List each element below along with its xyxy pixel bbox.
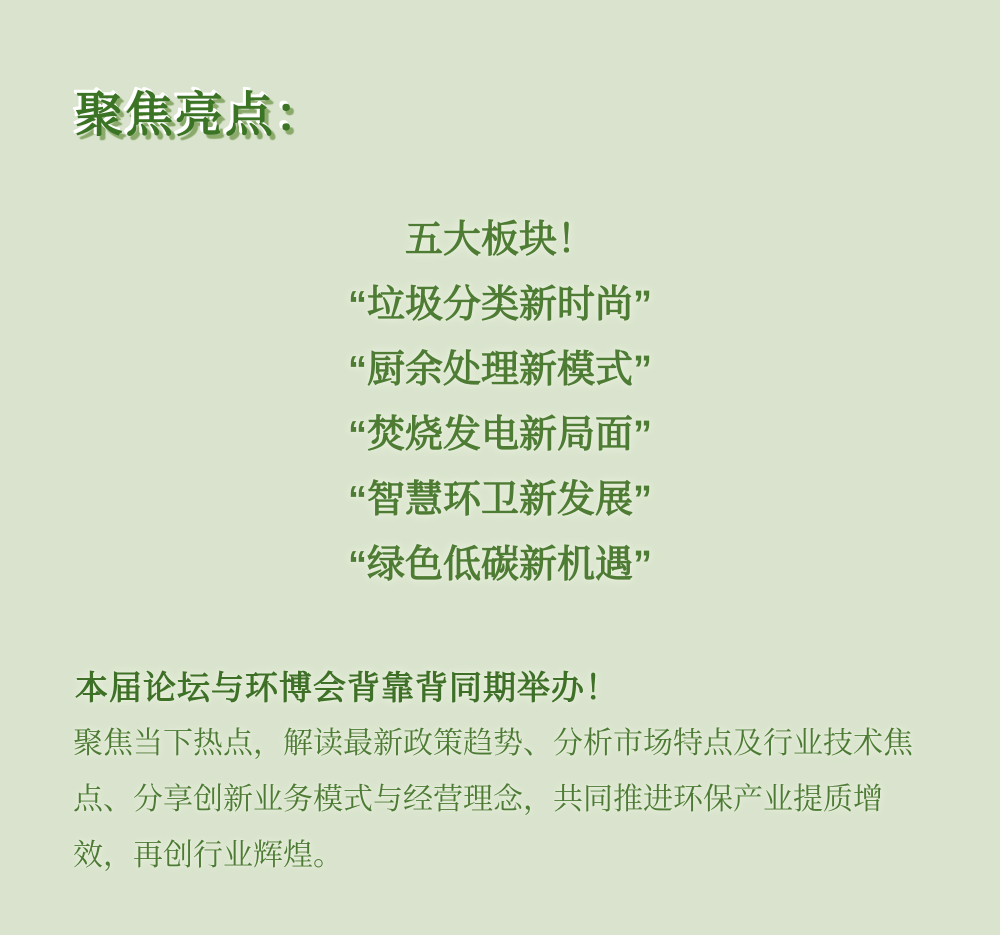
highlight-item-green-low-carbon: “绿色低碳新机遇” <box>347 544 652 586</box>
highlight-item-smart-sanitation: “智慧环卫新发展” <box>347 479 652 521</box>
forum-paragraph <box>73 716 953 884</box>
forum-paragraph-line-2: 点、分享创新业务模式与经营理念，共同推进环保产业提质增 <box>73 783 883 816</box>
highlights-lead: 五大板块！ <box>404 219 595 261</box>
forum-paragraph-line-1: 聚焦当下热点，解读最新政策趋势、分析市场特点及行业技术焦 <box>73 727 913 760</box>
highlight-item-incineration: “焚烧发电新局面” <box>347 414 652 456</box>
highlight-item-kitchen-waste: “厨余处理新模式” <box>347 349 652 391</box>
forum-paragraph-line-3: 效，再创行业辉煌。 <box>73 839 343 872</box>
page-title: 聚焦亮点： <box>75 89 326 142</box>
highlights-list <box>0 208 1000 598</box>
forum-headline: 本届论坛与环博会背靠背同期举办！ <box>75 669 619 706</box>
highlight-item-waste-sorting: “垃圾分类新时尚” <box>347 284 652 326</box>
